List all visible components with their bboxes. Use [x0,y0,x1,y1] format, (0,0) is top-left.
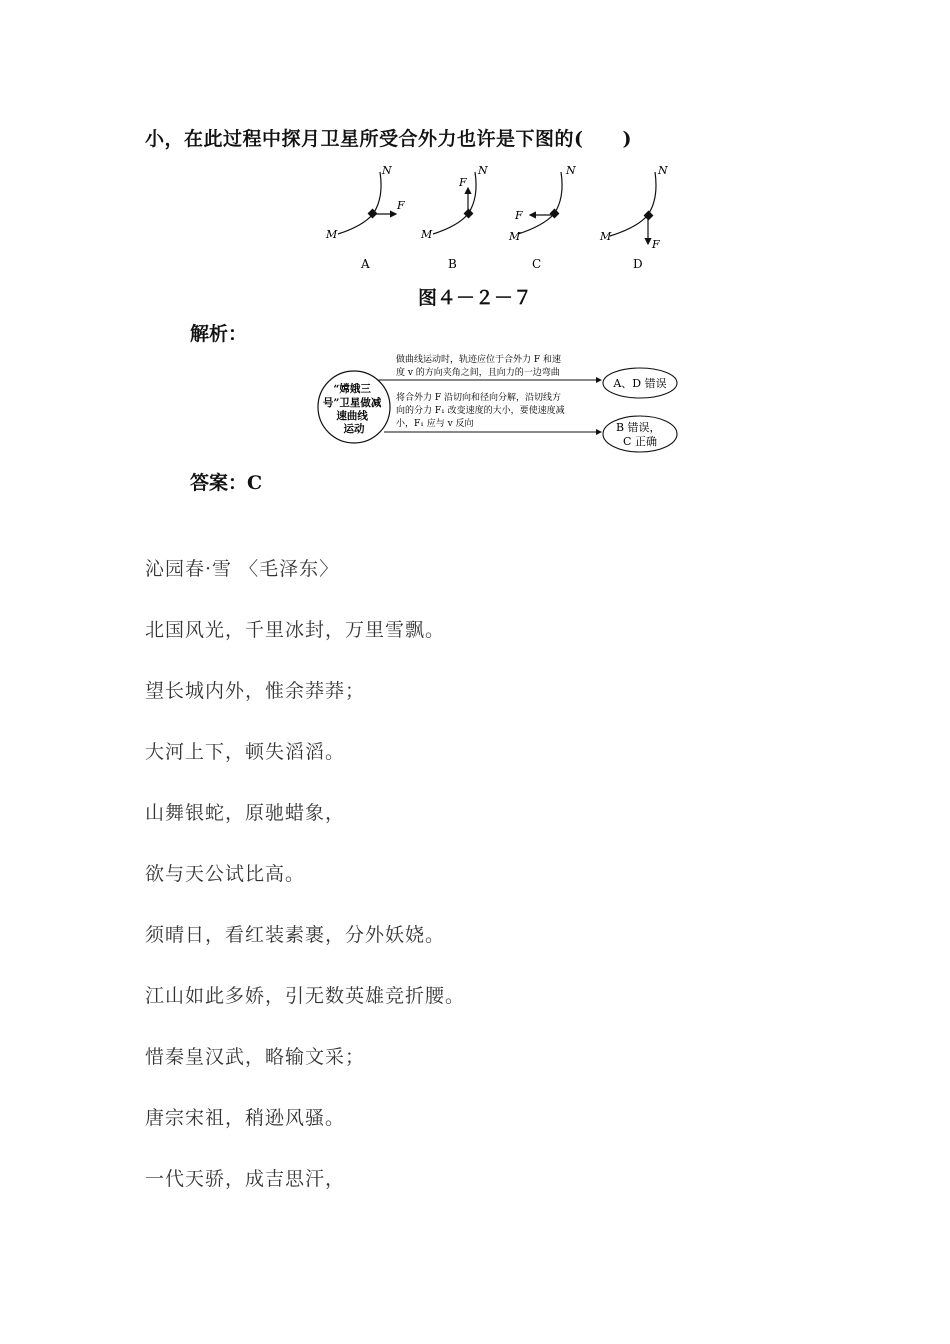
option-d-f-label: F [652,238,660,251]
poem-line: 江山如此多娇，引无数英雄竞折腰。 [145,985,466,1007]
svg-text:将合外力 F 沿切向和径向分解，沿切线方 向的分力 [396,391,567,429]
lower-result-2: C 正确 [623,435,657,448]
option-b-f-label: F [459,176,467,189]
poem-line: 望长城内外，惟余莽莽； [145,680,366,702]
answer-label: 答案： [190,472,248,494]
option-c-diagram [508,164,576,271]
analysis-label: 解析： [190,323,248,345]
lower-text-2: 向的分力 F₁ 改变速度的大小，要使速度减 [396,406,565,416]
option-a-letter: A [361,257,370,271]
figure-caption: 图４－２－７ [417,287,532,309]
poem-title: 沁园春·雪 〈毛泽东〉 [145,558,340,580]
option-a-f-label: F [397,199,405,212]
poem-line: 唐宗宋祖，稍逊风骚。 [145,1107,346,1129]
option-c-n-label: N [566,164,576,177]
option-c-letter: C [532,257,542,271]
force-options-figure [318,158,688,276]
option-d-m-label: M [600,230,612,243]
upper-text-2: 度 v 的方向夹角之间，且向力的一边弯曲 [396,368,560,378]
center-line-4: 运动 [343,423,365,435]
upper-result: A、D 错误 [613,377,667,390]
poem-line: 山舞银蛇，原驰蜡象， [145,802,346,824]
option-b-m-label: M [421,228,433,241]
center-line-2: 号”卫星做减 [322,397,382,409]
question-text: 小，在此过程中探月卫星所受合外力也许是下图的( ) [145,128,632,150]
option-d-letter: D [633,257,643,271]
poem-line: 大河上下，顿失滔滔。 [145,741,346,763]
poem-line: 须晴日，看红装素裹，分外妖娆。 [145,924,446,946]
lower-result-1: B 错误， [615,421,661,434]
poem-line: 欲与天公试比高。 [145,863,306,885]
analysis-flow-diagram [316,348,690,454]
option-b-letter: B [448,257,457,271]
option-c-f-label: F [515,209,523,222]
option-a-diagram [325,164,405,271]
answer-value: C [247,472,263,494]
poem-line: 一代天骄，成吉思汗， [145,1168,346,1190]
poem-line: 北国风光，千里冰封，万里雪飘。 [145,619,446,641]
option-b-n-label: N [478,164,488,177]
poem-line: 惜秦皇汉武，略输文采； [145,1046,366,1068]
option-d-diagram [599,164,668,271]
upper-text-1: 做曲线运动时，轨迹应位于合外力 F 和速 [396,355,561,365]
lower-text-3: 小，F₁ 应与 v 反向 [396,419,474,429]
option-a-m-label: M [326,228,338,241]
option-d-n-label: N [658,164,668,177]
lower-text-1: 将合外力 F 沿切向和径向分解，沿切线方 [396,393,561,403]
option-c-m-label: M [509,230,521,243]
answer-line [190,468,262,495]
center-line-1: “嫦娥三 [333,383,371,395]
center-line-3: 速曲线 [336,410,368,422]
option-b-diagram [420,164,488,271]
svg-text:做曲线运动时，轨迹应位于合外力 F 和速 度 v 的 [396,353,564,378]
option-a-n-label: N [382,164,392,177]
